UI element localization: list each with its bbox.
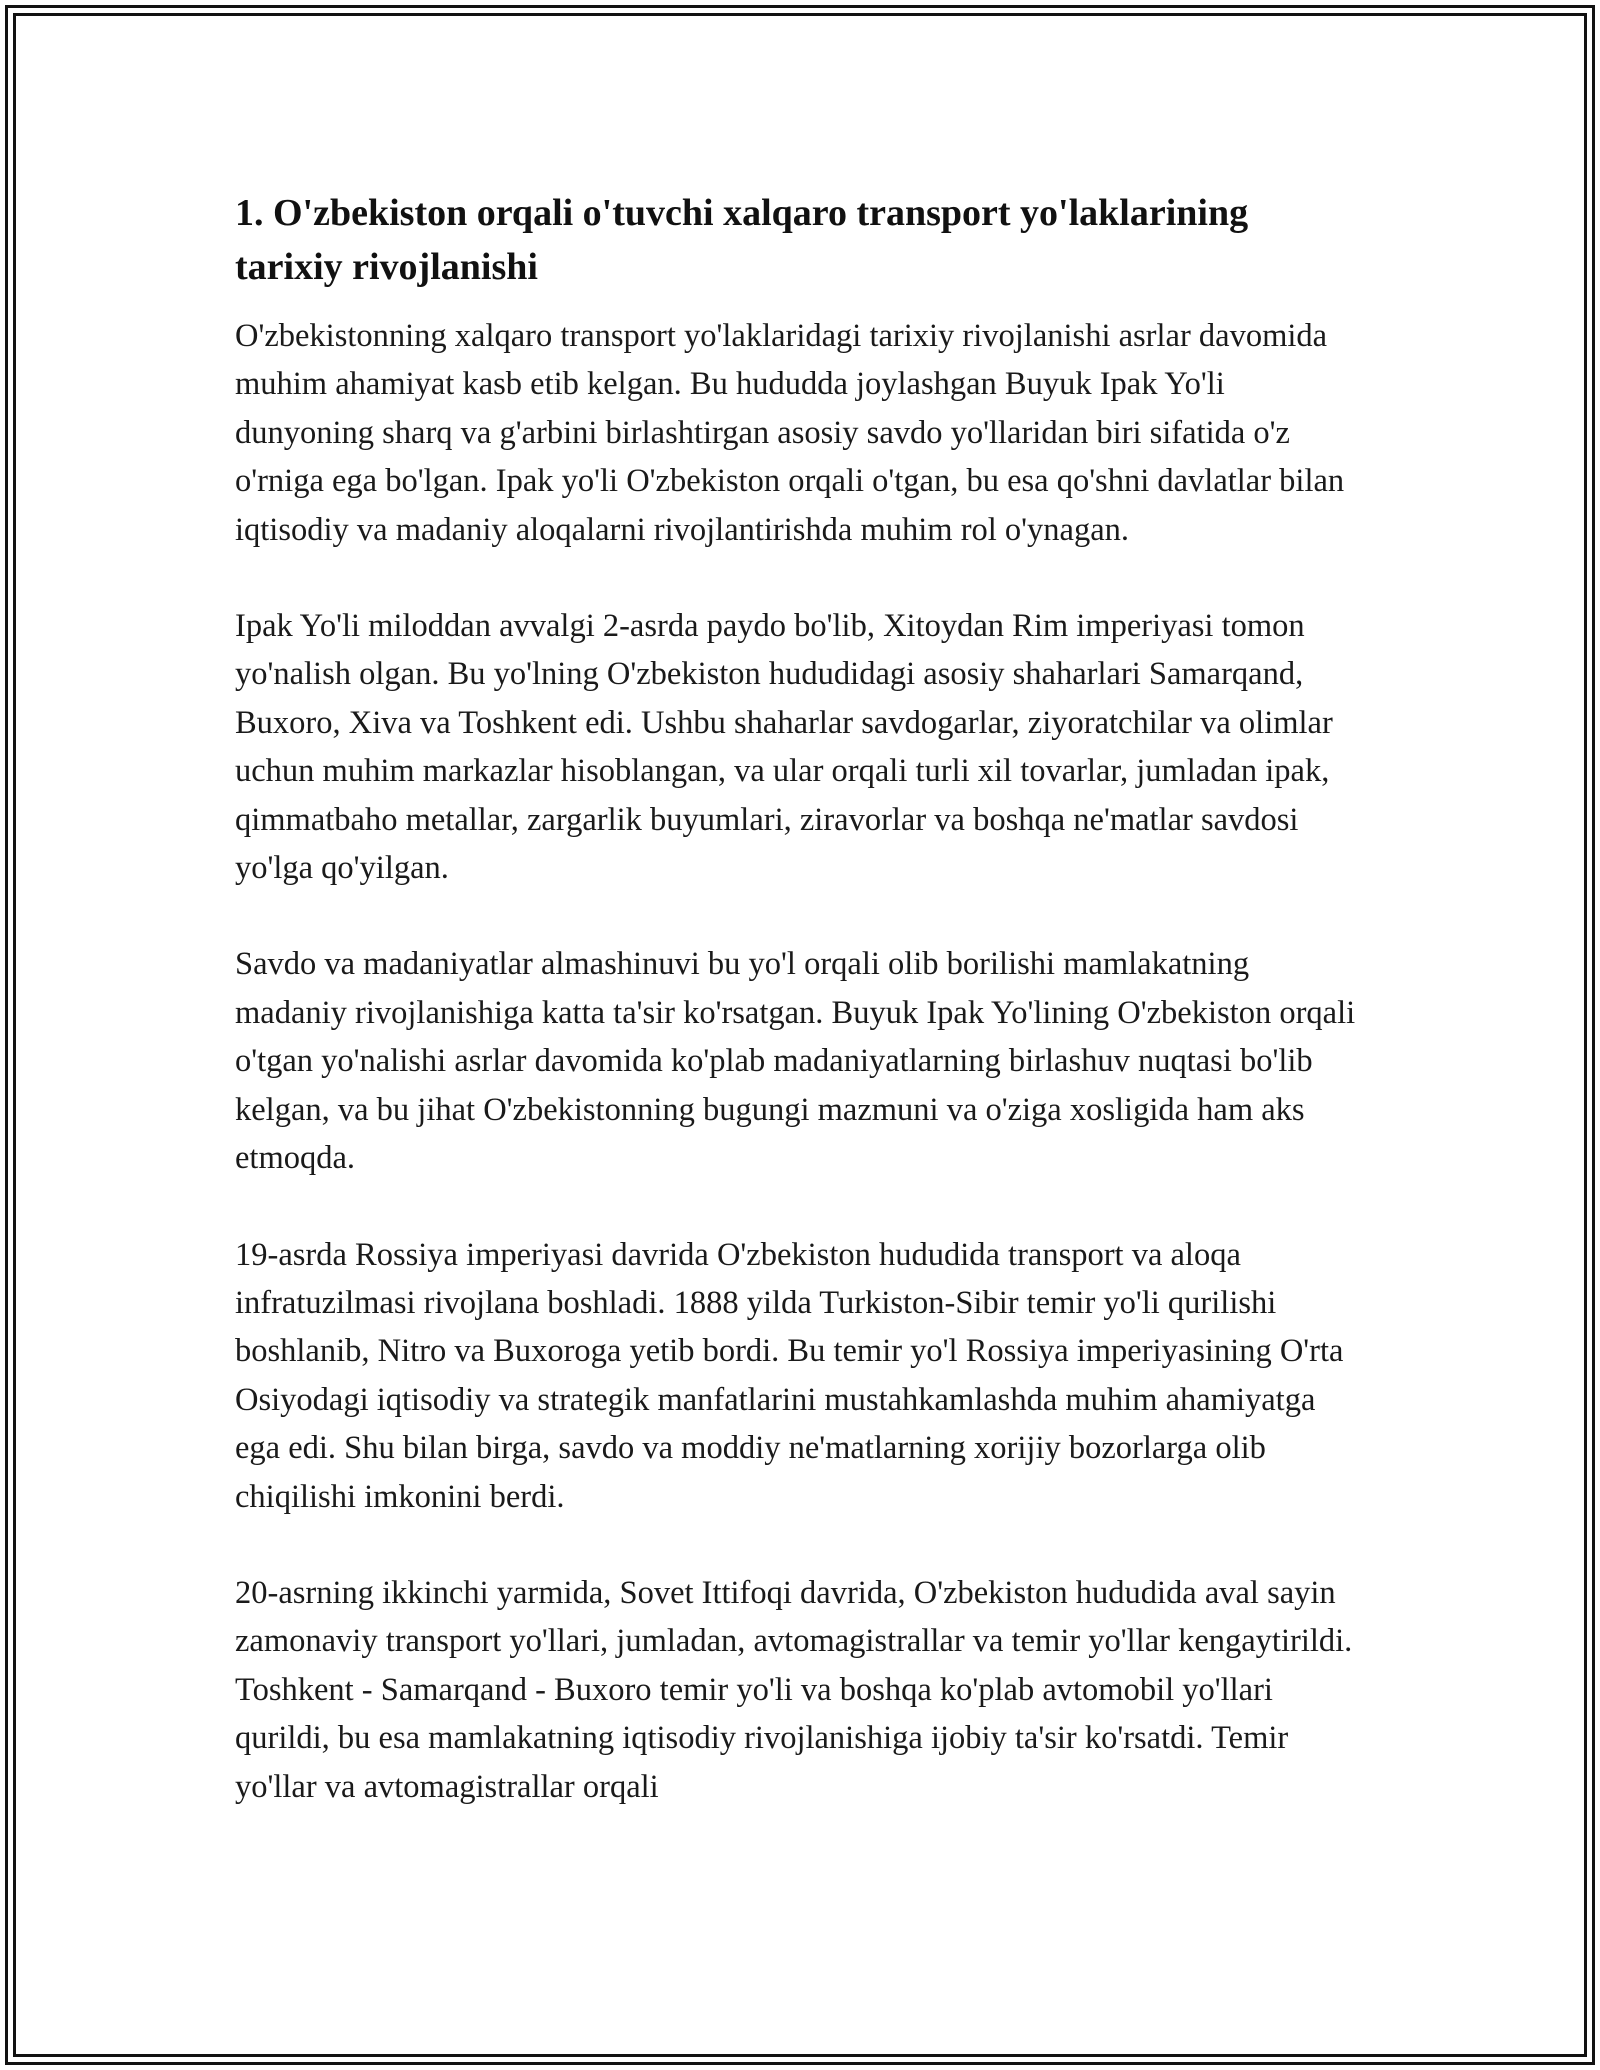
paragraph-silk-road-overview: O'zbekistonning xalqaro transport yo'laklaridagi tarixiy rivojlanishi asrlar davomida muhim ahamiyat kasb etib kelgan. Bu hududda joylashgan Buyuk Ipak Yo'li dunyoning sharq va g'arbini birlashtirgan asosiy savdo yo'llaridan biri sifatida o'z o'rniga ega bo'lgan. Ipak yo'li O'zbekiston orqali o'tgan, bu esa qo'shni davlatlar bilan iqtisodiy va madaniy aloqalarni rivojlantirishda muhim rol o'ynagan. <box>235 318 1345 548</box>
paragraph-silk-road-cities: Ipak Yo'li miloddan avvalgi 2-asrda paydo bo'lib, Xitoydan Rim imperiyasi tomon yo'nalish olgan. Bu yo'lning O'zbekiston hududidagi asosiy shaharlari Samarqand, Buxoro, Xiva va Toshkent edi. Ushbu shaharlar savdogarlar, ziyoratchilar va olimlar uchun muhim markazlar hisoblangan, va ular orqali turli xil tovarlar, jumladan ipak, qimmatbaho metallar, zargarlik buyumlari, ziravorlar va boshqa ne'matlar savdosi yo'lga qo'yilgan. <box>235 608 1333 887</box>
document-body <box>235 186 1365 1859</box>
paragraph-russian-empire-railway: 19-asrda Rossiya imperiyasi davrida O'zbekiston hududida transport va aloqa infratuzilmasi rivojlana boshladi. 1888 yilda Turkiston-Sibir temir yo'li qurilishi boshlanib, Nitro va Buxoroga yetib bordi. Bu temir yo'l Rossiya imperiyasining O'rta Osiyodagi iqtisodiy va strategik manfatlarini mustahkamlashda muhim ahamiyatga ega edi. Shu bilan birga, savdo va moddiy ne'matlarning xorijiy bozorlarga olib chiqilishi imkonini berdi. <box>235 1236 1344 1515</box>
paragraph-soviet-era-transport: 20-asrning ikkinchi yarmida, Sovet Ittifoqi davrida, O'zbekiston hududida aval sayin zamonaviy transport yo'llari, jumladan, avtomagistrallar va temir yo'llar kengaytirildi. Toshkent - Samarqand - Buxoro temir yo'li va boshqa ko'plab avtomobil yo'llari qurildi, bu esa mamlakatning iqtisodiy rivojlanishiga ijobiy ta'sir ko'rsatdi. Temir yo'llar va avtomagistrallar orqali <box>235 1574 1353 1805</box>
section-heading: 1. O'zbekiston orqali o'tuvchi xalqaro transport yo'laklarining tarixiy rivojlanishi <box>235 192 1249 288</box>
paragraph-cultural-exchange: Savdo va madaniyatlar almashinuvi bu yo'l orqali olib borilishi mamlakatning madaniy rivojlanishiga katta ta'sir ko'rsatgan. Buyuk Ipak Yo'lining O'zbekiston orqali o'tgan yo'nalishi asrlar davomida ko'plab madaniyatlarning birlashuv nuqtasi bo'lib kelgan, va bu jihat O'zbekistonning bugungi mazmuni va o'ziga xosligida ham aks etmoqda. <box>235 946 1356 1177</box>
